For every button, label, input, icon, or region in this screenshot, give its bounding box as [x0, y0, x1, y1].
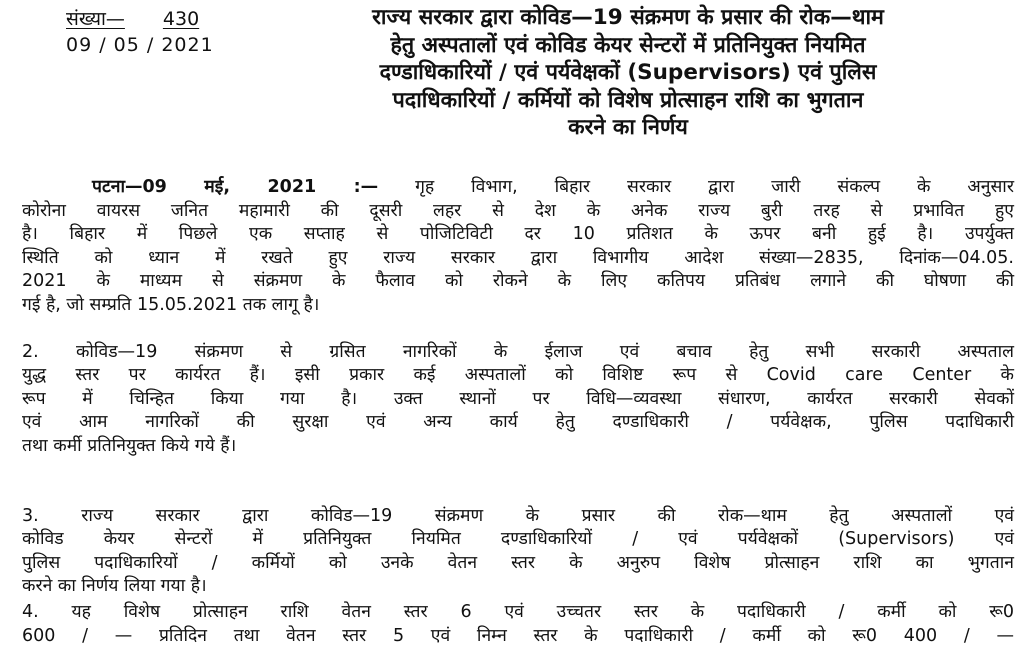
paragraph-line: पुलिस पदाधिकारियों / कर्मियों को उनके वेतन स्तर के अनुरुप विशेष प्रोत्साहन राशि का भुगतान — [22, 552, 1014, 573]
title-line: दण्डाधिकारियों / एवं पर्यवेक्षकों (Supervisors) एवं पुलिस — [379, 60, 877, 85]
reference-block — [66, 6, 256, 58]
paragraph-line: करने का निर्णय लिया गया है। — [22, 576, 207, 597]
reference-date: 09 / 05 / 2021 — [66, 34, 214, 56]
paragraph-line: स्थिति को ध्यान में रखते हुए राज्य सरकार द्वारा विभागीय आदेश संख्या—2835, दिनांक—04.05. — [22, 247, 1014, 268]
paragraph-line: 2. कोविड—19 संक्रमण से ग्रसित नागरिकों के ईलाज एवं बचाव हेतु सभी सरकारी अस्पताल — [22, 341, 1014, 362]
dateline-text: गृह विभाग, बिहार सरकार द्वारा जारी संकल्प के अनुसार — [378, 177, 1014, 197]
paragraph-line: कोरोना वायरस जनित महामारी की दूसरी लहर से देश के अनेक राज्य बुरी तरह से प्रभावित हुए — [22, 200, 1014, 221]
title-line: राज्य सरकार द्वारा कोविड—19 संक्रमण के प्रसार की रोक—थाम — [372, 5, 884, 30]
paragraph-line: तथा कर्मी प्रतिनियुक्त किये गये हैं। — [22, 435, 237, 456]
paragraph-line: कोविड केयर सेन्टरों में प्रतिनियुक्त नियमित दण्डाधिकारियों / एवं पर्यवेक्षकों (Supervisors) एवं — [22, 529, 1014, 550]
reference-number: 430 — [162, 8, 200, 30]
paragraph-1 — [22, 176, 1014, 318]
title-line: हेतु अस्पतालों एवं कोविड केयर सेन्टरों में प्रतिनियुक्त नियमित — [390, 32, 866, 58]
paragraph-line: गई है, जो सम्प्रति 15.05.2021 तक लागू है। — [22, 294, 320, 315]
paragraph-line: एवं आम नागरिकों की सुरक्षा एवं अन्य कार्य हेतु दण्डाधिकारी / पर्यवेक्षक, पुलिस पदाधिकारी — [22, 412, 1014, 433]
paragraph-line: रूप में चिन्हित किया गया है। उक्त स्थानों पर विधि—व्यवस्था संधारण, कार्यरत सरकारी सेवकों — [22, 388, 1014, 409]
paragraph-3 — [22, 505, 1014, 599]
title-line: पदाधिकारियों / कर्मियों को विशेष प्रोत्साहन राशि का भुगतान — [392, 87, 864, 113]
title-line: करने का निर्णय — [568, 115, 688, 140]
paragraph-2 — [22, 341, 1014, 459]
paragraph-line: है। बिहार में पिछले एक सप्ताह से पोजिटिविटी दर 10 प्रतिशत के ऊपर बनी हुई है। उपर्युक्त — [22, 224, 1014, 245]
document-title — [258, 4, 998, 142]
paragraph-line: 600 / — प्रतिदिन तथा वेतन स्तर 5 एवं निम्न स्तर के पदाधिकारी / कर्मी को रू0 400 / — — [22, 625, 1014, 646]
paragraph-line — [22, 176, 1014, 200]
paragraph-4 — [22, 601, 1014, 648]
reference-label: संख्या— — [66, 8, 125, 30]
paragraph-line: 2021 के माध्यम से संक्रमण के फैलाव को रोकने के लिए कतिपय प्रतिबंध लगाने की घोषणा की — [22, 271, 1014, 292]
reference-number-row — [66, 6, 256, 32]
paragraph-line: युद्ध स्तर पर कार्यरत हैं। इसी प्रकार कई अस्पतालों को विशिष्ट रूप से Covid care Center के — [22, 365, 1014, 386]
paragraph-line: 3. राज्य सरकार द्वारा कोविड—19 संक्रमण के प्रसार की रोक—थाम हेतु अस्पतालों एवं — [22, 505, 1014, 526]
dateline: पटना—09 मई, 2021 :— — [92, 177, 379, 197]
paragraph-line: 4. यह विशेष प्रोत्साहन राशि वेतन स्तर 6 एवं उच्चतर स्तर के पदाधिकारी / कर्मी को रू0 — [22, 601, 1014, 622]
document-body — [22, 176, 1014, 648]
